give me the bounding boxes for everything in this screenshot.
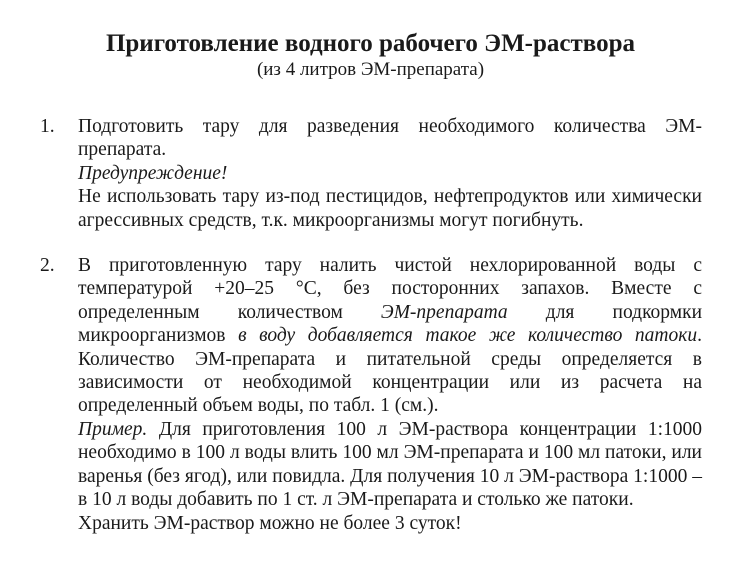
storage-note-text: Хранить ЭМ-раствор можно не более 3 суток! [78,512,462,534]
item-text [78,115,702,162]
example-paragraph [78,418,702,512]
warning-label: Предупреждение! [78,162,228,184]
list-item [40,254,702,535]
warning-text [78,185,702,232]
item-text-part-b: для подкормки микроорганизмов [78,301,703,347]
item-text-emphasis-preparation: ЭМ-препарата [380,301,508,323]
warning-text-content: Не использовать тару из-под пестицидов, нефтепродуктов или химически агрессивных средств, т.к. микроорганизмы могут погибнуть. [78,186,702,231]
page-subtitle: (из 4 литров ЭМ-препарата) [256,59,485,80]
page-title: Приготовление водного рабочего ЭМ-раствора [105,30,636,57]
item-text-main: Подготовить тару для разведения необходимого количества ЭМ-препарата. [78,116,702,161]
storage-note [78,512,702,535]
list-item [40,115,702,232]
item-text-part-c: . Количество ЭМ-препарата и питательной среды определяется в зависимости от необходимой концентрации или из расчета на определенный объем воды, по табл. 1 (см.). [78,325,702,417]
item-text-part-a: В приготовленную тару налить чистой нехлорированной воды с температурой +20–25 °С, без посторонних запахов. Вместе с определенным количеством [78,255,702,323]
example-text: Для приготовления 100 л ЭМ-раствора концентрации 1:1000 необходимо в 100 л воды влить 100 мл ЭМ-препарата и 100 мл патоки, или варенья (без ягод), или повидла. Для получения 10 л ЭМ-раствора 1:1000 – в 10 л воды добавить по 1 ст. л ЭМ-препарата и столько же патоки. [78,418,702,511]
example-label: Пример. [78,418,148,440]
item-number: 2. [40,255,55,277]
item-number: 1. [40,116,55,137]
item-text [78,254,702,418]
item-text-emphasis-molasses: в воду добавляется такое же количество патоки [238,325,698,347]
instruction-list [40,115,702,535]
